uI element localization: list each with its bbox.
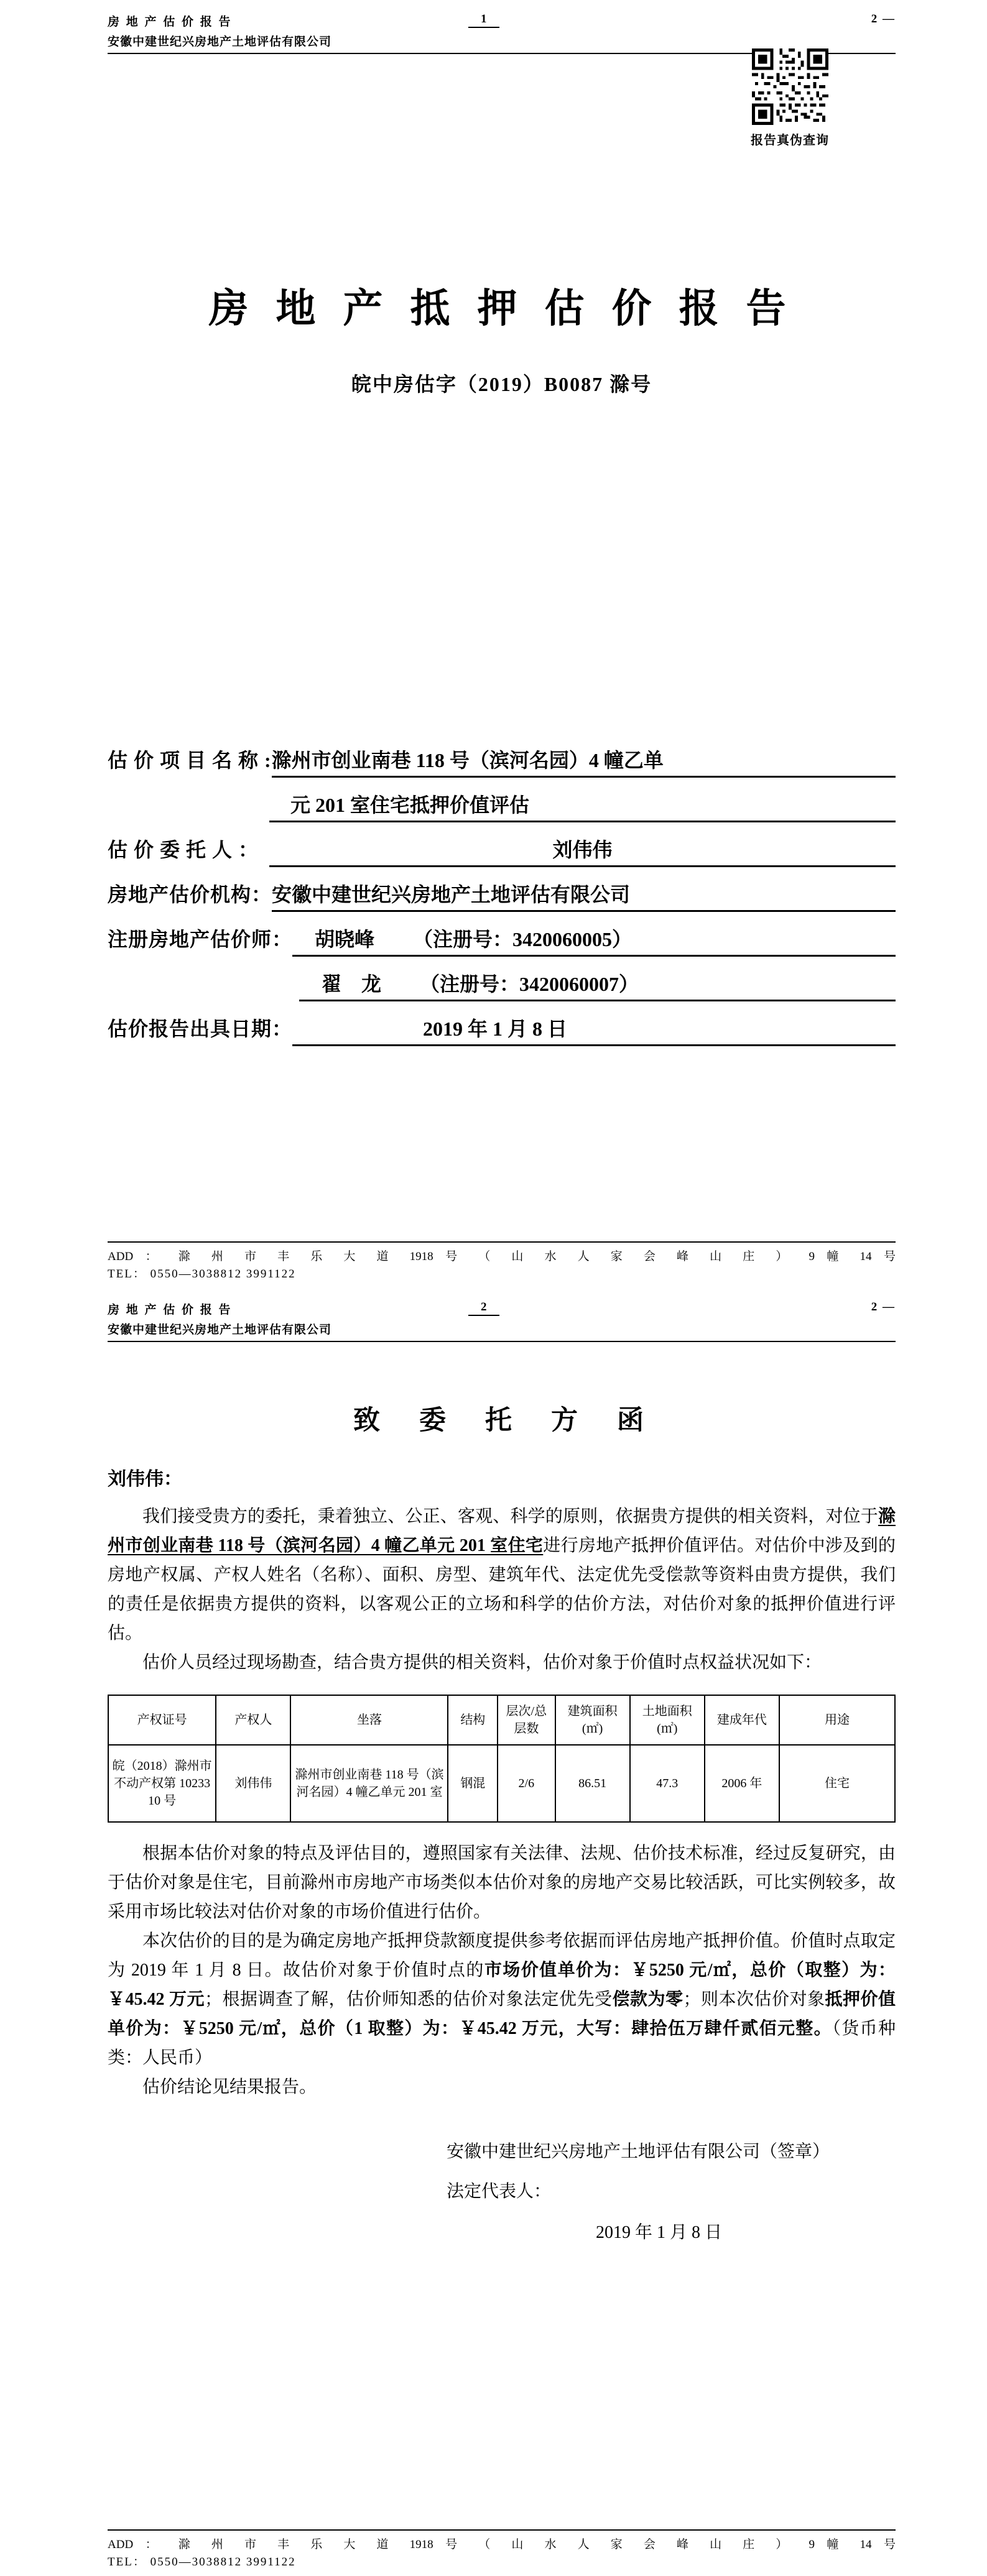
field-row-report-date [108,1001,896,1046]
header-doc-type: 房 地 产 估 价 报 告 [108,16,233,29]
col-header-cert-no: 产权证号 [108,1695,216,1745]
header-doc-type: 房 地 产 估 价 报 告 [108,1304,233,1317]
col-header-build-year: 建成年代 [705,1695,779,1745]
col-header-usage: 用途 [779,1695,895,1745]
header-company-name: 安徽中建世纪兴房地产土地评估有限公司 [108,35,332,48]
agency-value: 安徽中建世纪兴房地产土地评估有限公司 [272,879,896,912]
letter-paragraph-4 [108,1926,896,2072]
property-table-row [108,1745,895,1822]
p4-market-value: 市场价值单价为：￥5250 元/㎡，总价（取整）为：￥45.42 万元 [108,1961,896,2009]
cell-usage: 住宅 [779,1745,895,1822]
appraiser-2-value [299,968,896,1001]
property-table-header-row [108,1695,895,1745]
appraiser-label: 注册房地产估价师： [108,928,293,950]
appraiser-2-reg: （注册号：3420060007） [420,973,639,995]
client-label: 估 价 委 托 人 ： [108,839,259,861]
qr-block [749,48,830,148]
letter-greeting: 刘伟伟： [108,1469,182,1489]
label-spacer [108,821,269,822]
col-header-location: 坐落 [290,1695,448,1745]
letter-paragraph-5: 估价结论见结果报告。 [142,2077,317,2097]
footer-phone: TEL： 0550—3038812 3991122 [108,2555,296,2569]
col-header-owner: 产权人 [216,1695,290,1745]
field-row-project-cont [108,778,896,822]
cell-location: 滁州市创业南巷 118 号（滨河名园）4 幢乙单元 201 室 [290,1745,448,1822]
cell-cert-no: 皖（2018）滁州市不动产权第 1023310 号 [108,1745,216,1822]
p4-run-5: ；则本次估价对象 [683,1990,825,2009]
page-header [108,12,896,54]
col-header-building-area: 建筑面积(㎡) [555,1695,630,1745]
col-header-structure: 结构 [448,1695,498,1745]
appraiser-1-name: 胡晓峰 [315,928,375,950]
p4-priority-zero: 偿款为零 [612,1990,683,2009]
page-footer [108,1241,896,1283]
agency-label: 房地产估价机构： [108,883,272,906]
client-value: 刘伟伟 [269,834,896,867]
field-row-project [108,733,896,778]
cover-form [108,733,896,1046]
page-footer [108,2529,896,2571]
cell-building-area: 86.51 [555,1745,630,1822]
project-name-value-line2: 元 201 室住宅抵押价值评估 [269,789,896,822]
project-name-value-line1: 滁州市创业南巷 118 号（滨河名园）4 幢乙单 [272,745,896,778]
property-table [108,1695,896,1823]
page-2-letter [0,1288,987,2576]
page-header-row [108,12,896,31]
project-name-label: 估 价 项 目 名 称 : [108,749,272,771]
report-date-value: 2019 年 1 月 8 日 [292,1013,896,1046]
letter-paragraph-1 [108,1502,896,1648]
field-row-agency [108,867,896,912]
field-row-client [108,822,896,867]
field-row-appraiser-2 [108,957,896,1001]
cell-owner: 刘伟伟 [216,1745,290,1822]
p1-run-1: 我们接受贵方的委托，秉着独立、公正、客观、科学的原则，依据贵方提供的相关资料，对位于 [142,1507,878,1526]
footer-phone: TEL： 0550—3038812 3991122 [108,1267,296,1281]
page-number: 2 [468,1300,499,1316]
label-spacer [108,1000,299,1001]
letter-paragraph-2: 估价人员经过现场勘查，结合贵方提供的相关资料，估价对象于价值时点权益状况如下： [142,1653,822,1672]
report-date-label: 估价报告出具日期： [108,1018,293,1040]
footer-address: ADD ： 滁 州 市 丰 乐 大 道 1918 号 （ 山 水 人 家 会 峰 山 庄 ） 9 幢 14 号 [108,2538,896,2551]
cell-build-year: 2006 年 [705,1745,779,1822]
col-header-floor: 层次/总层数 [498,1695,555,1745]
header-company-name: 安徽中建世纪兴房地产土地评估有限公司 [108,1323,332,1336]
field-row-appraiser-1 [108,912,896,957]
letter-title: 致 委 托 方 函 [353,1406,650,1435]
header-corner-number: 2 — [871,1300,896,1313]
p4-run-7: （货币种类：人民币） [108,2019,896,2068]
signature-legal-rep: 法定代表人： [447,2182,552,2201]
p1-run-3: 进行房地产抵押价值评估。对估价中涉及到的房地产权属、产权人姓名（名称）、面积、房型、建筑年代、法定优先受偿款等资料由贵方提供，我们的责任是依据贵方提供的资料，以客观公正的立场和科学的估价方法，对估价对象的抵押价值进行评估。 [108,1536,896,1643]
appraiser-1-value [292,924,896,957]
appraiser-2-name: 翟 龙 [322,973,382,995]
p4-run-3: ；根据调查了解，估价师知悉的估价对象法定优先受 [205,1990,613,2009]
report-title: 房 地 产 抵 押 估 价 报 告 [208,287,795,331]
header-corner-number: 2 — [871,12,896,25]
page-header [108,1300,896,1342]
col-header-land-area: 土地面积(㎡) [630,1695,705,1745]
footer-address: ADD ： 滁 州 市 丰 乐 大 道 1918 号 （ 山 水 人 家 会 峰 山 庄 ） 9 幢 14 号 [108,1250,896,1263]
signature-company: 安徽中建世纪兴房地产土地评估有限公司（签章） [447,2142,830,2161]
qr-code-icon [752,48,828,125]
page-number: 1 [468,12,499,28]
cell-structure: 钢混 [448,1745,498,1822]
cell-floor: 2/6 [498,1745,555,1822]
appraiser-1-reg: （注册号：3420060005） [413,928,633,950]
letter-paragraph-3: 根据本估价对象的特点及评估目的，遵照国家有关法律、法规、估价技术标准，经过反复研究，由于估价对象是住宅，目前滁州市房地产市场类似本估价对象的房地产交易比较活跃，可比实例较多，故采用市场比较法对估价对象的市场价值进行估价。 [108,1844,896,1921]
signature-date: 2019 年 1 月 8 日 [596,2223,723,2242]
cell-land-area: 47.3 [630,1745,705,1822]
page-header-row [108,1300,896,1319]
p1-subject-property: 滁州市创业南巷 118 号（滨河名园）4 幢乙单元 201 室住宅 [108,1507,896,1555]
p4-run-1: 本次估价的目的是为确定房地产抵押贷款额度提供参考依据而评估房地产抵押价值。价值时点取定为 2019 年 1 月 8 日。故估价对象于价值时点的 [108,1931,896,1980]
p4-mortgage-value: 抵押价值单价为：￥5250 元/㎡，总价（1 取整）为：￥45.42 万元，大写：肆拾伍万肆仟贰佰元整。 [108,1990,896,2038]
qr-caption: 报告真伪查询 [751,134,829,147]
report-doc-number: 皖中房估字（2019）B0087 滁号 [351,373,652,395]
